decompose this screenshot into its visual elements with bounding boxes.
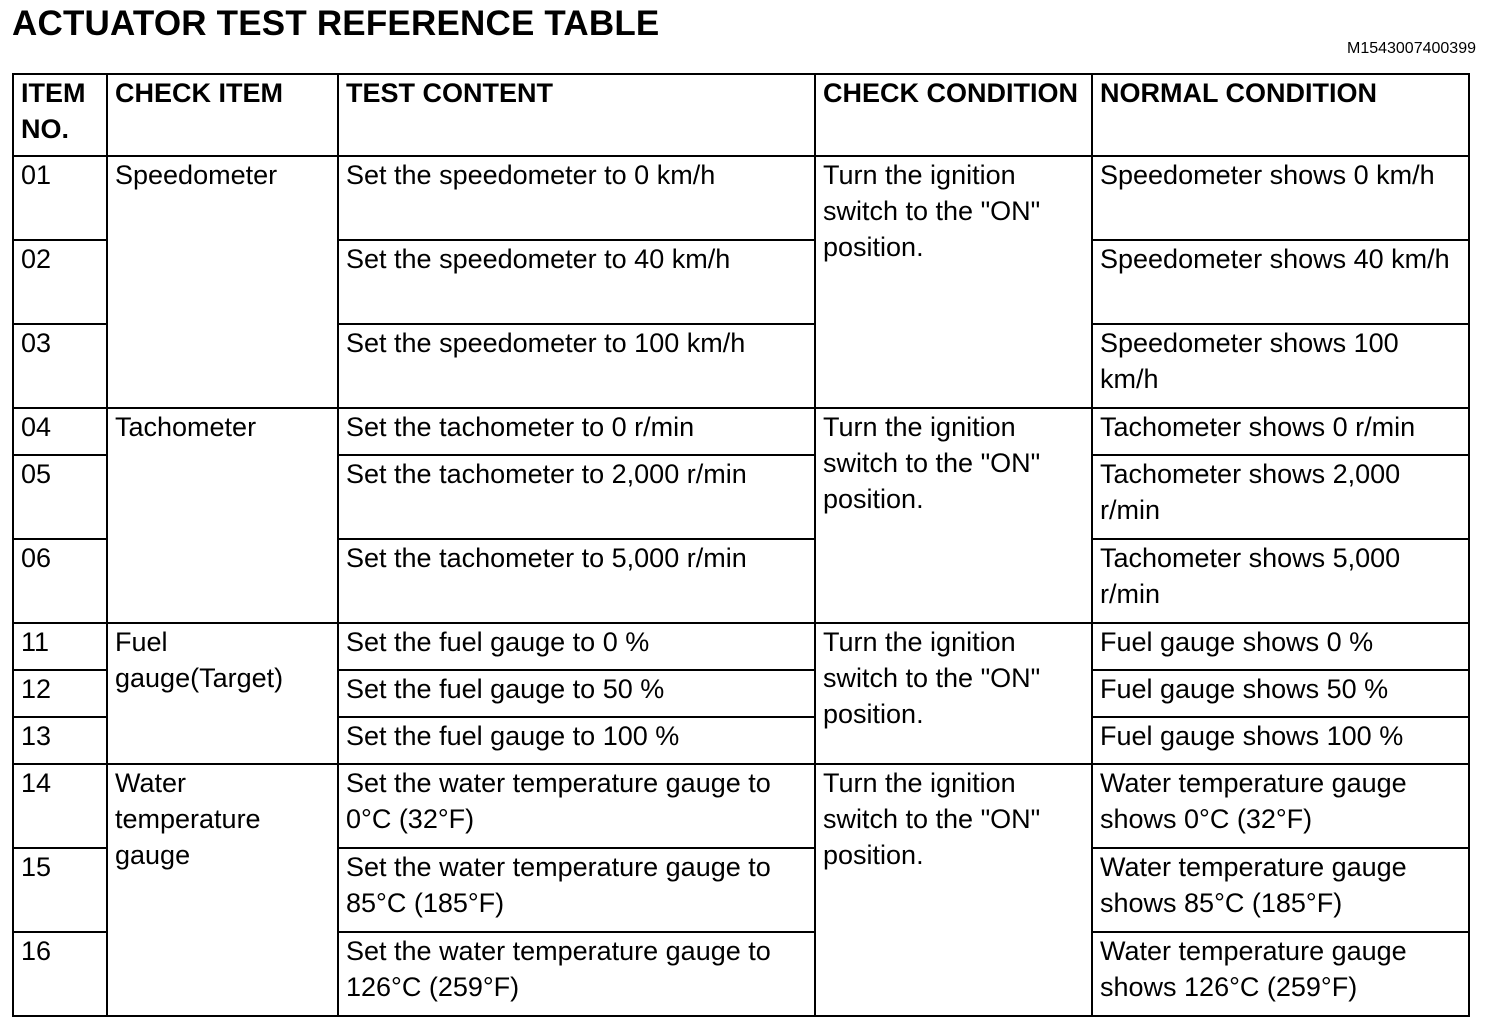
check-condition-cell: Turn the ignition switch to the "ON" position. — [815, 623, 1092, 764]
test-content-cell: Set the tachometer to 5,000 r/min — [338, 539, 815, 623]
test-content-cell: Set the water temperature gauge to 0°C (32°F) — [338, 764, 815, 848]
test-content-cell: Set the fuel gauge to 0 % — [338, 623, 815, 670]
header-item-no: ITEM NO. — [13, 74, 107, 156]
normal-condition-cell: Tachometer shows 5,000 r/min — [1092, 539, 1469, 623]
normal-condition-cell: Water temperature gauge shows 126°C (259°F) — [1092, 932, 1469, 1016]
header-check-item: CHECK ITEM — [107, 74, 338, 156]
header-test-content: TEST CONTENT — [338, 74, 815, 156]
header-normal-condition: NORMAL CONDITION — [1092, 74, 1469, 156]
check-condition-cell: Turn the ignition switch to the "ON" position. — [815, 764, 1092, 1016]
table-row — [13, 156, 1469, 240]
document-code: M1543007400399 — [1346, 40, 1476, 57]
item-no-cell: 16 — [13, 932, 107, 1016]
test-content-cell: Set the water temperature gauge to 85°C (185°F) — [338, 848, 815, 932]
table-row — [13, 623, 1469, 670]
check-item-cell: Tachometer — [107, 408, 338, 623]
header-check-condition: CHECK CONDITION — [815, 74, 1092, 156]
item-no-cell: 05 — [13, 455, 107, 539]
table-row — [13, 764, 1469, 848]
normal-condition-cell: Water temperature gauge shows 0°C (32°F) — [1092, 764, 1469, 848]
item-no-cell: 12 — [13, 670, 107, 717]
normal-condition-cell: Tachometer shows 0 r/min — [1092, 408, 1469, 455]
normal-condition-cell: Speedometer shows 0 km/h — [1092, 156, 1469, 240]
item-no-cell: 04 — [13, 408, 107, 455]
item-no-cell: 15 — [13, 848, 107, 932]
check-condition-cell: Turn the ignition switch to the "ON" position. — [815, 156, 1092, 408]
test-content-cell: Set the fuel gauge to 100 % — [338, 717, 815, 764]
test-content-cell: Set the speedometer to 0 km/h — [338, 156, 815, 240]
item-no-cell: 01 — [13, 156, 107, 240]
normal-condition-cell: Fuel gauge shows 0 % — [1092, 623, 1469, 670]
table-header-row — [13, 74, 1469, 156]
item-no-cell: 03 — [13, 324, 107, 408]
check-item-cell: Fuel gauge(Target) — [107, 623, 338, 764]
test-content-cell: Set the tachometer to 0 r/min — [338, 408, 815, 455]
test-content-cell: Set the speedometer to 40 km/h — [338, 240, 815, 324]
item-no-cell: 06 — [13, 539, 107, 623]
item-no-cell: 13 — [13, 717, 107, 764]
normal-condition-cell: Water temperature gauge shows 85°C (185°F) — [1092, 848, 1469, 932]
normal-condition-cell: Fuel gauge shows 50 % — [1092, 670, 1469, 717]
test-content-cell: Set the speedometer to 100 km/h — [338, 324, 815, 408]
check-item-cell: Water temperature gauge — [107, 764, 338, 1016]
normal-condition-cell: Tachometer shows 2,000 r/min — [1092, 455, 1469, 539]
table-row — [13, 408, 1469, 455]
test-content-cell: Set the fuel gauge to 50 % — [338, 670, 815, 717]
check-item-cell: Speedometer — [107, 156, 338, 408]
item-no-cell: 02 — [13, 240, 107, 324]
check-condition-cell: Turn the ignition switch to the "ON" position. — [815, 408, 1092, 623]
item-no-cell: 14 — [13, 764, 107, 848]
test-content-cell: Set the tachometer to 2,000 r/min — [338, 455, 815, 539]
test-content-cell: Set the water temperature gauge to 126°C (259°F) — [338, 932, 815, 1016]
actuator-test-table — [12, 73, 1470, 1017]
normal-condition-cell: Speedometer shows 100 km/h — [1092, 324, 1469, 408]
normal-condition-cell: Fuel gauge shows 100 % — [1092, 717, 1469, 764]
page-title: ACTUATOR TEST REFERENCE TABLE — [12, 4, 660, 43]
item-no-cell: 11 — [13, 623, 107, 670]
normal-condition-cell: Speedometer shows 40 km/h — [1092, 240, 1469, 324]
